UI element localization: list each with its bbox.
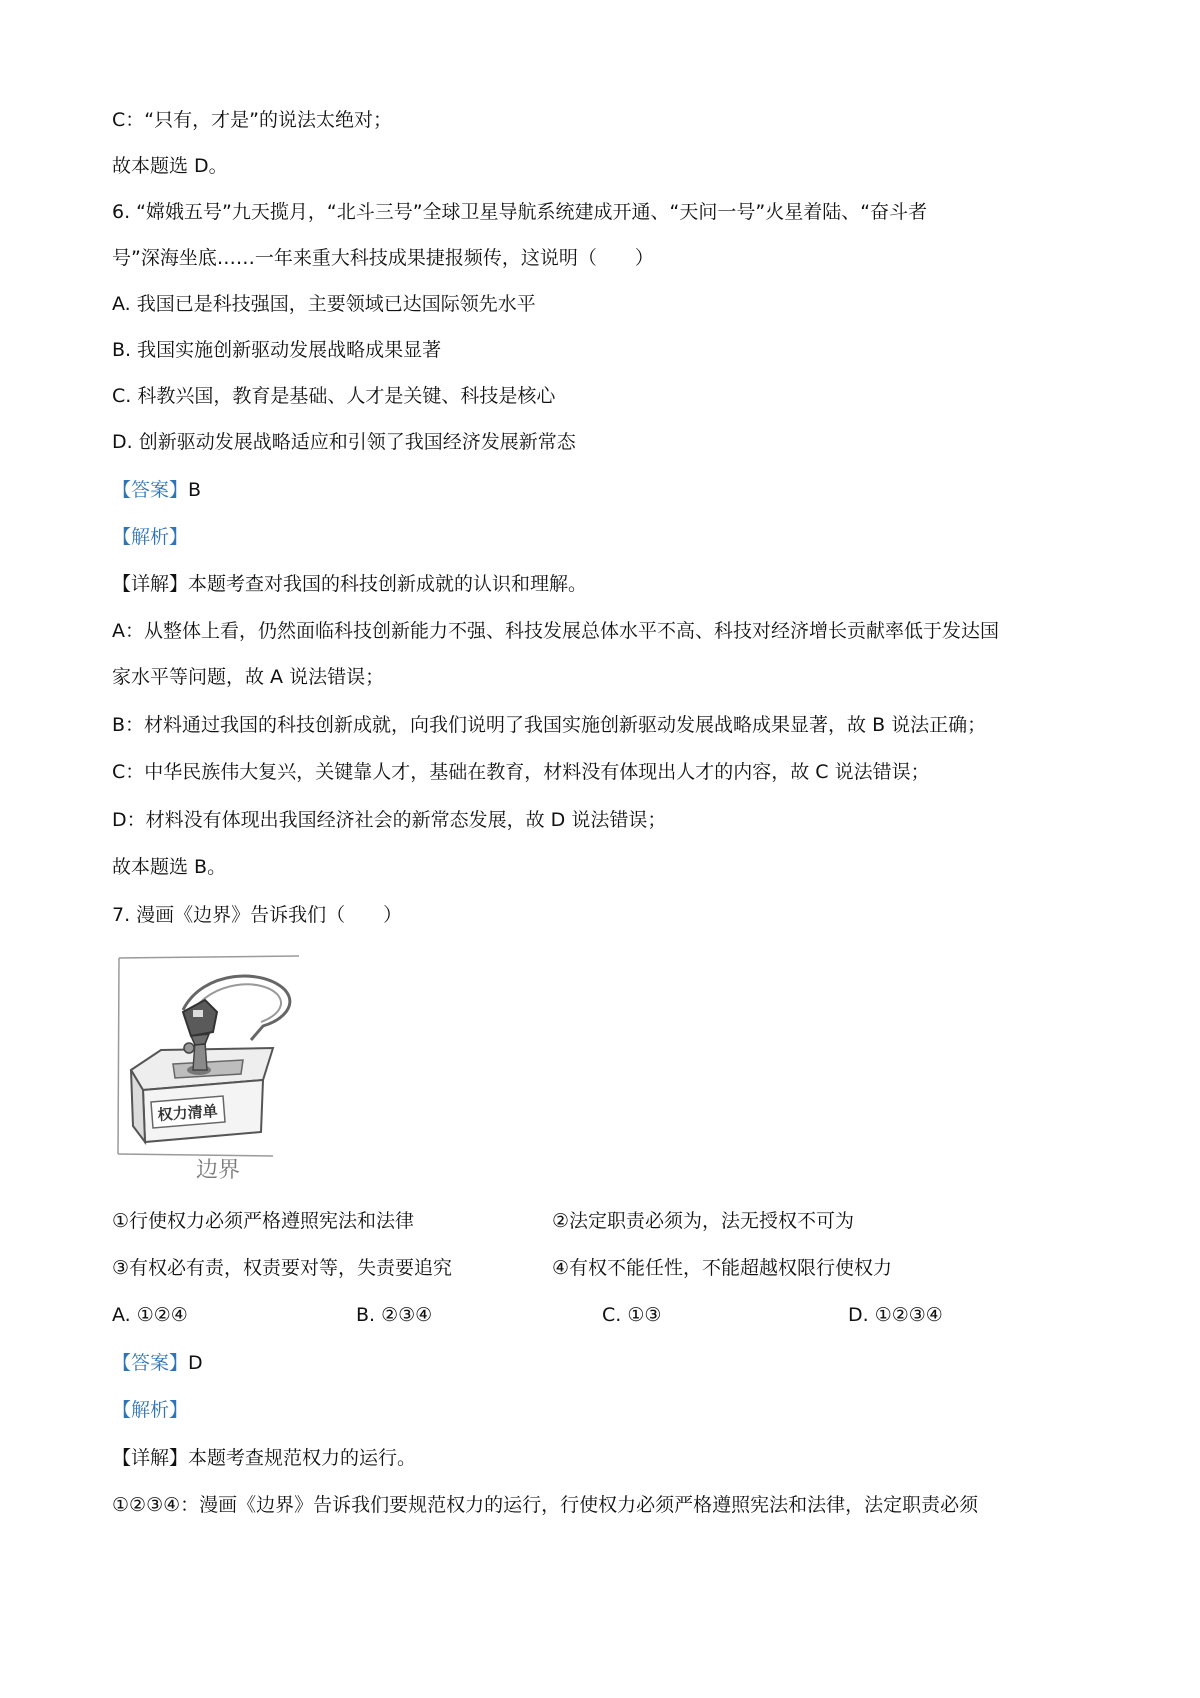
- q6-explain-a-line-2: 家水平等问题，故 A 说法错误；: [112, 666, 385, 688]
- q7-detail: 【详解】本题考查规范权力的运行。: [112, 1447, 417, 1469]
- q7-option-a: A. ①②④: [112, 1304, 188, 1326]
- q7-statement-3: ③有权必有责，权责要对等，失责要追究: [112, 1257, 453, 1279]
- q6-explain-c: C：中华民族伟大复兴，关键靠人才，基础在教育，材料没有体现出人才的内容，故 C 说法错误；: [112, 761, 930, 783]
- q7-option-d: D. ①②③④: [848, 1304, 943, 1326]
- cartoon-image: [113, 950, 303, 1160]
- q6-explain-a-line-1: A：从整体上看，仍然面临科技创新能力不强、科技发展总体水平不高、科技对经济增长贡献率低于发达国: [112, 620, 1000, 642]
- q6-option-a: A. 我国已是科技强国，主要领域已达国际领先水平: [112, 293, 536, 315]
- answer-tag: 【答案】: [112, 1352, 189, 1374]
- q6-explain-d: D：材料没有体现出我国经济社会的新常态发展，故 D 说法错误；: [112, 809, 667, 831]
- previous-conclusion: 故本题选 D。: [112, 155, 228, 177]
- q6-option-b: B. 我国实施创新驱动发展战略成果显著: [112, 339, 442, 361]
- q7-analysis-tag: [112, 1397, 188, 1423]
- q7-statement-4: ④有权不能任性，不能超越权限行使权力: [552, 1257, 893, 1279]
- q7-statement-1: ①行使权力必须严格遵照宪法和法律: [112, 1210, 415, 1232]
- q6-detail: 【详解】本题考查对我国的科技创新成就的认识和理解。: [112, 573, 588, 595]
- q6-analysis-tag: [112, 524, 188, 550]
- answer-value: D: [188, 1352, 203, 1374]
- cartoon-drawing: [113, 950, 303, 1160]
- q6-conclusion: 故本题选 B。: [112, 856, 227, 878]
- q7-answer: [112, 1350, 203, 1376]
- previous-explanation-c: C：“只有，才是”的说法太绝对；: [112, 109, 392, 131]
- analysis-tag: 【解析】: [112, 1399, 189, 1421]
- cartoon-box-label: 权力清单: [157, 1101, 219, 1125]
- cartoon-caption: 边界: [196, 1158, 241, 1183]
- q6-answer: [112, 477, 201, 503]
- q7-explanation-line-1: ①②③④：漫画《边界》告诉我们要规范权力的运行，行使权力必须严格遵照宪法和法律，法定职责必须: [112, 1494, 979, 1516]
- q6-option-d: D. 创新驱动发展战略适应和引领了我国经济发展新常态: [112, 431, 576, 453]
- answer-tag: 【答案】: [112, 479, 189, 501]
- q6-stem-line-2: 号”深海坐底……一年来重大科技成果捷报频传，这说明（ ）: [112, 247, 654, 269]
- answer-value: B: [188, 479, 202, 501]
- q7-option-c: C. ①③: [602, 1304, 662, 1326]
- analysis-tag: 【解析】: [112, 526, 189, 548]
- q7-statement-2: ②法定职责必须为，法无授权不可为: [552, 1210, 855, 1232]
- q6-option-c: C. 科教兴国，教育是基础、人才是关键、科技是核心: [112, 385, 556, 407]
- q6-stem-line-1: 6. “嫦娥五号”九天揽月，“北斗三号”全球卫星导航系统建成开通、“天问一号”火星着陆、“奋斗者: [112, 201, 928, 223]
- q7-option-b: B. ②③④: [356, 1304, 433, 1326]
- q7-stem: 7. 漫画《边界》告诉我们（ ）: [112, 904, 403, 926]
- q6-explain-b: B：材料通过我国的科技创新成就，向我们说明了我国实施创新驱动发展战略成果显著，故 B 说法正确；: [112, 714, 987, 736]
